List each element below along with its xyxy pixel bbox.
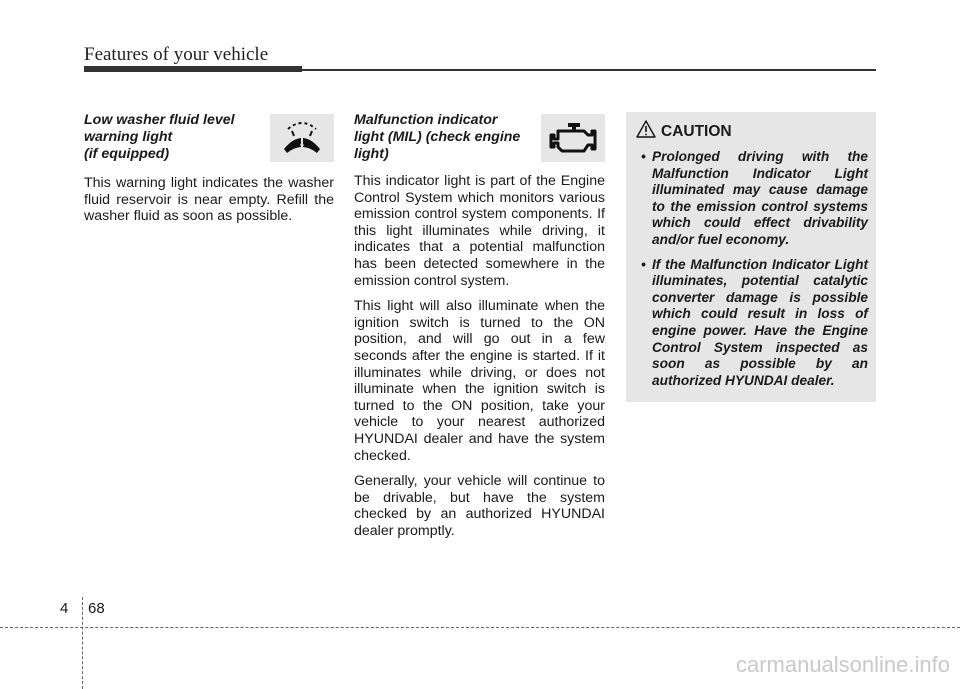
section-title <box>84 112 266 163</box>
title-line: (if equipped) <box>84 146 170 162</box>
caution-text: Prolonged driving with the Malfunction Indicator Light illuminated may cause damage to the emission control systems which could effect drivability and/or fuel economy. <box>652 149 868 247</box>
title-line: Low washer fluid level <box>84 112 235 128</box>
warning-triangle-icon <box>636 120 656 143</box>
header-rule-thin <box>302 69 876 71</box>
title-line: light (MIL) (check engine <box>354 129 521 145</box>
washer-fluid-icon <box>270 114 334 162</box>
header-rule-thick <box>84 66 302 72</box>
footer-rule <box>0 627 960 628</box>
paragraph: This light will also illuminate when the ignition switch is turned to the ON position, and will go out in a few seconds after the engine is started. If it illuminates while driving, or does not illuminate when the ignition switch is turned to the ON position, take your vehicle to your nearest authorized HYUNDAI dealer and have the system checked. <box>354 298 605 464</box>
watermark: carmanualsonline.info <box>735 652 950 677</box>
caution-box <box>626 112 876 402</box>
bullet-icon: • <box>641 149 646 164</box>
page-number: 68 <box>88 600 105 617</box>
title-line: light) <box>354 146 389 162</box>
caution-item <box>636 149 868 249</box>
paragraph: This warning light indicates the washer fluid reservoir is near empty. Refill the washer fluid as soon as possible. <box>84 175 334 225</box>
paragraph: Generally, your vehicle will continue to be drivable, but have the system checked by an authorized HYUNDAI dealer promptly. <box>354 473 605 539</box>
check-engine-icon <box>541 114 605 162</box>
section-washer-fluid <box>84 112 334 234</box>
bullet-icon: • <box>641 256 646 272</box>
chapter-number: 4 <box>60 600 69 617</box>
section-malfunction-indicator <box>354 112 605 548</box>
paragraph: This indicator light is part of the Engine Control System which monitors various emission control system components. If this light illuminates while driving, it indicates that a potential malfunction has been detected somewhere in the emission control system. <box>354 173 605 289</box>
caution-list <box>636 149 868 389</box>
caution-item <box>636 257 868 390</box>
caution-header <box>636 120 868 143</box>
caution-text: If the Malfunction Indicator Light illuminates, potential catalytic converter damage is possible which could result in loss of engine power. Have the Engine Control System inspected as soon as possible by an authorized HYUNDAI dealer. <box>652 256 868 388</box>
title-line: warning light <box>84 129 173 145</box>
section-title <box>354 112 544 163</box>
title-line: Malfunction indicator <box>354 112 498 128</box>
footer-divider <box>82 597 83 689</box>
caution-label: CAUTION <box>661 122 732 140</box>
header-title: Features of your vehicle <box>84 44 269 65</box>
